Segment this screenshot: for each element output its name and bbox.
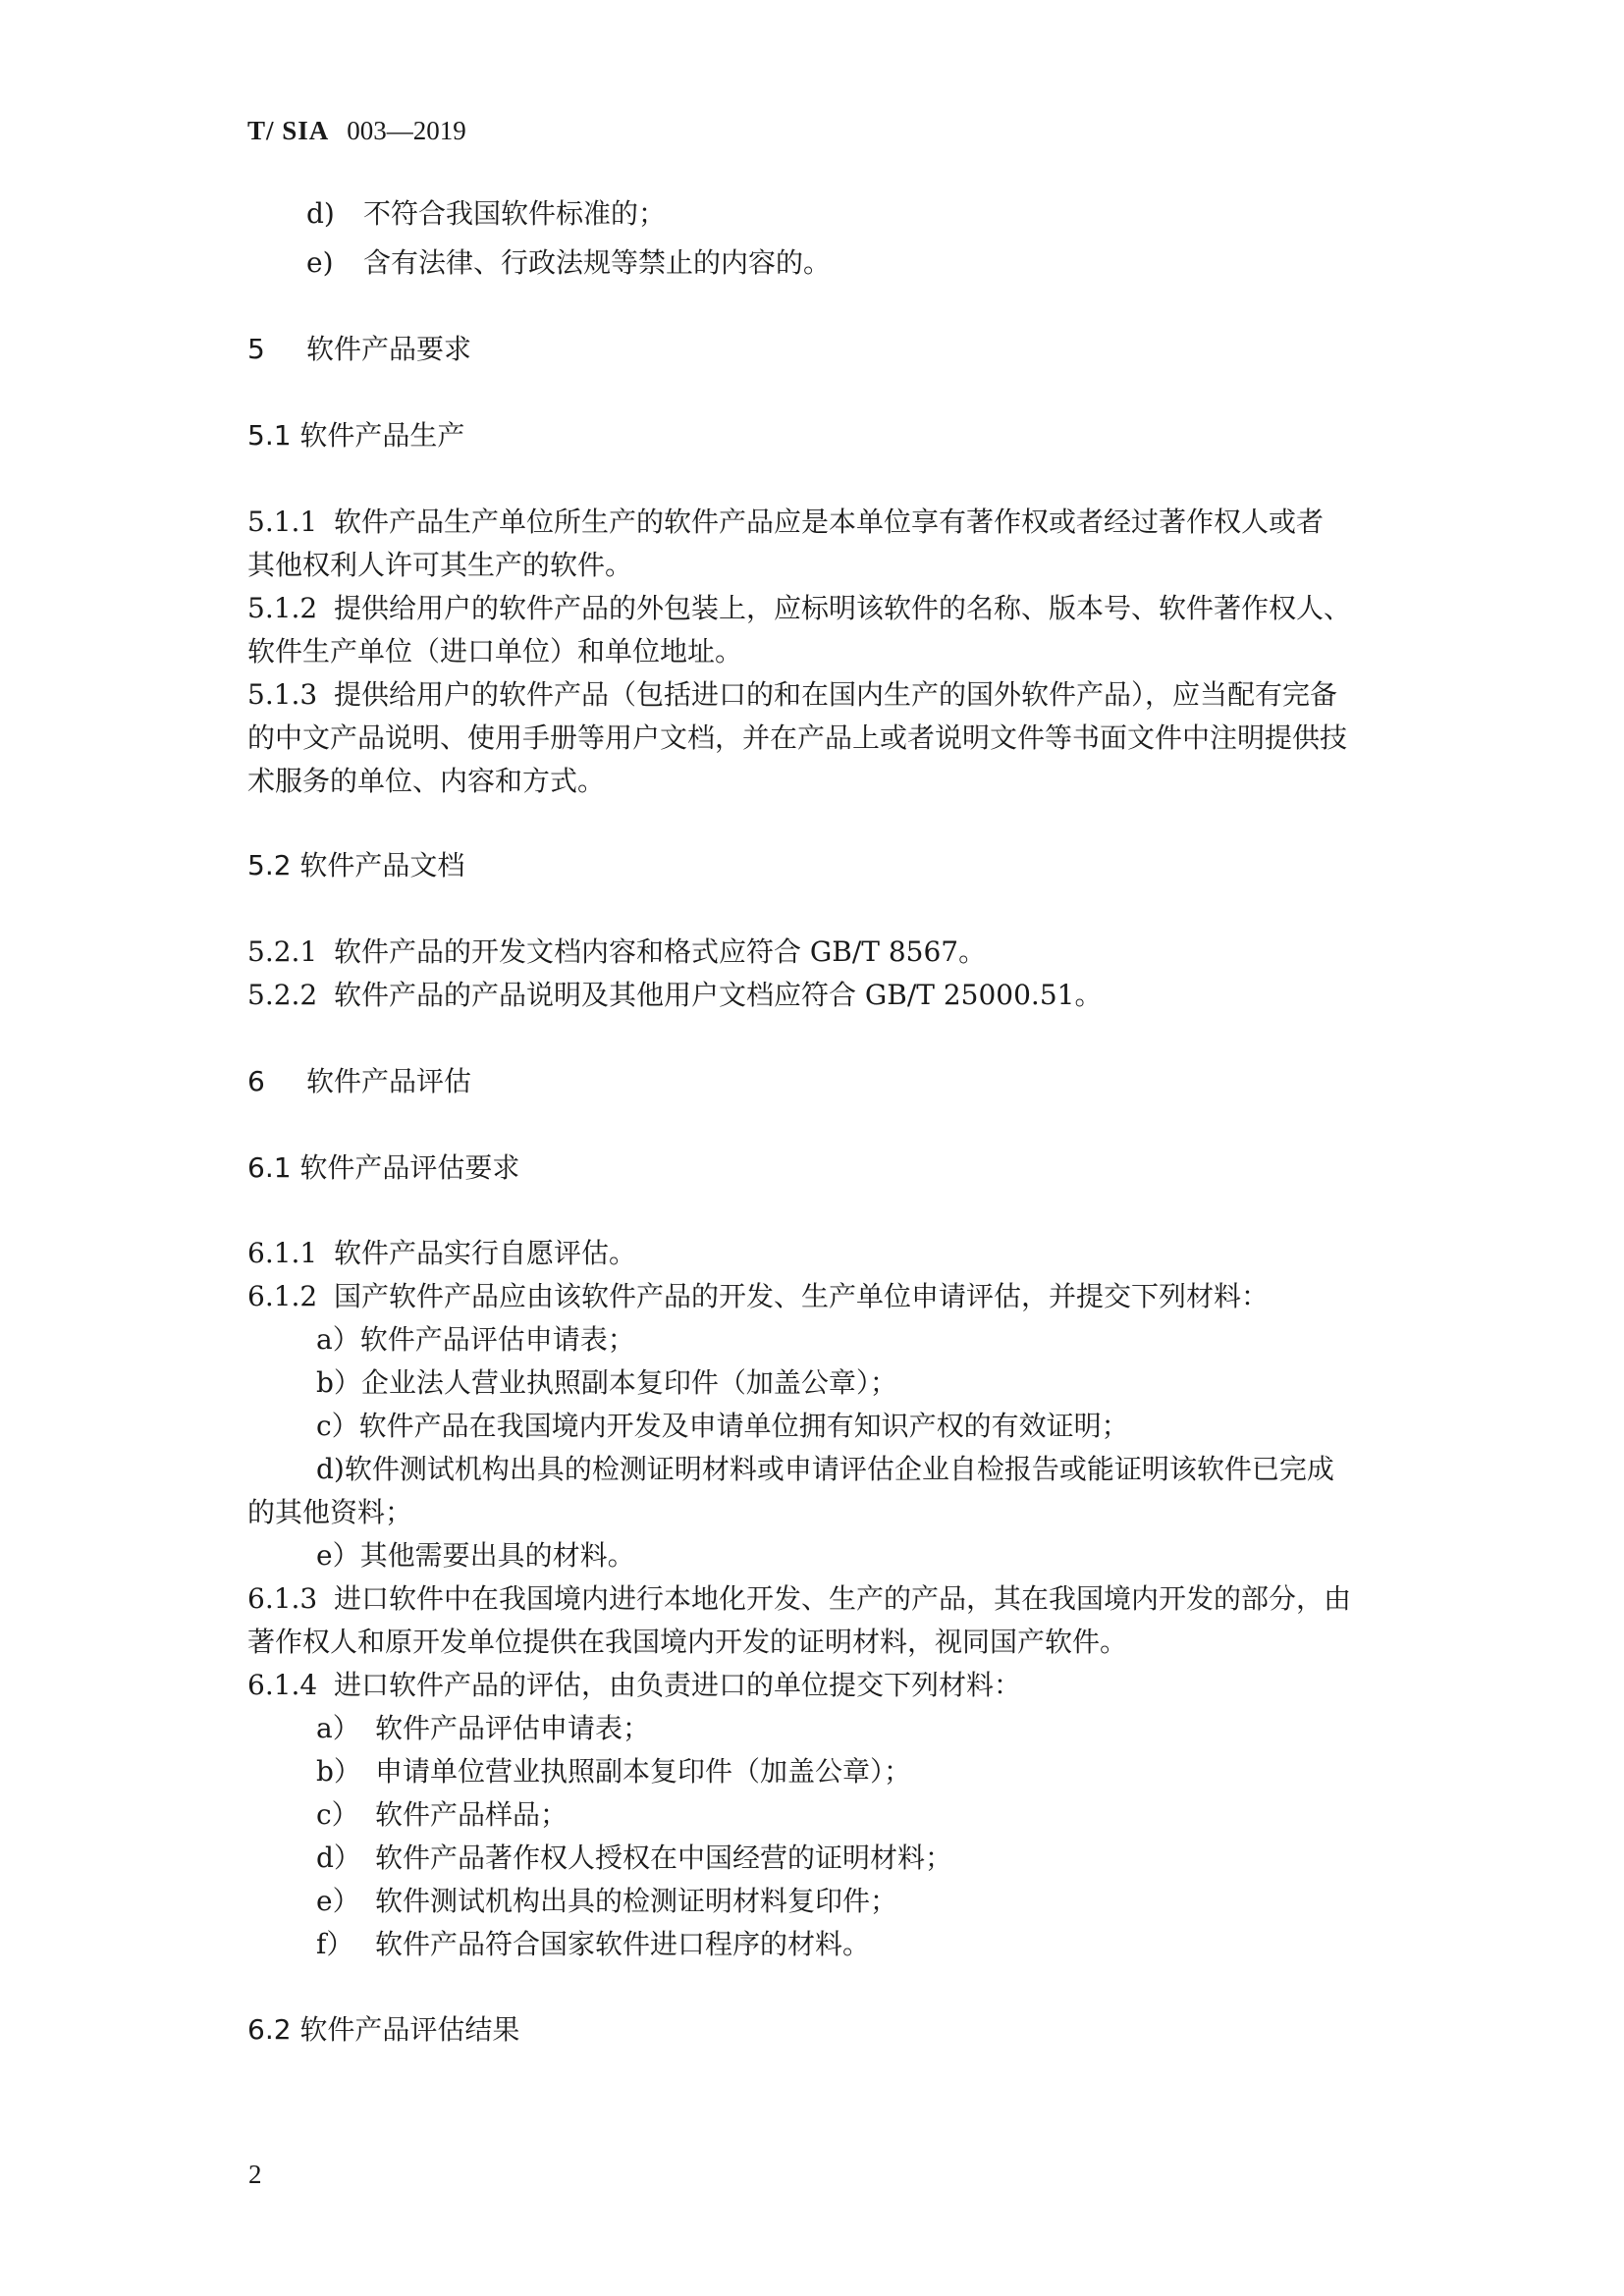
list-item: e) 含有法律、行政法规等禁止的内容的。 bbox=[306, 246, 832, 279]
list-item: f） 软件产品符合国家软件进口程序的材料。 bbox=[316, 1928, 871, 1960]
clause-5-1-1-continued: 其他权利人许可其生产的软件。 bbox=[247, 549, 633, 581]
clause-5-1-3: 5.1.3 提供给用户的软件产品（包括进口的和在国内生产的国外软件产品），应当配有完备 bbox=[247, 678, 1338, 711]
list-item: d） 软件产品著作权人授权在中国经营的证明材料； bbox=[316, 1842, 953, 1874]
list-item: d)软件测试机构出具的检测证明材料或申请评估企业自检报告或能证明该软件已完成 bbox=[316, 1453, 1334, 1485]
clause-5-2-2: 5.2.2 软件产品的产品说明及其他用户文档应符合 GB/T 25000.51。 bbox=[247, 979, 1103, 1011]
clause-6-1-1: 6.1.1 软件产品实行自愿评估。 bbox=[247, 1237, 637, 1269]
subsection-heading-5-2: 5.2 软件产品文档 bbox=[247, 849, 465, 881]
clause-5-1-3-continued: 的中文产品说明、使用手册等用户文档，并在产品上或者说明文件等书面文件中注明提供技 bbox=[247, 721, 1348, 754]
subsection-heading-6-2: 6.2 软件产品评估结果 bbox=[247, 2013, 520, 2046]
standard-header bbox=[247, 116, 466, 146]
clause-5-1-3-continued: 术服务的单位、内容和方式。 bbox=[247, 765, 606, 797]
section-heading-5: 5 软件产品要求 bbox=[247, 333, 472, 365]
section-heading-6: 6 软件产品评估 bbox=[247, 1065, 472, 1097]
list-item: c）软件产品在我国境内开发及申请单位拥有知识产权的有效证明； bbox=[316, 1410, 1129, 1442]
clause-6-1-3-continued: 著作权人和原开发单位提供在我国境内开发的证明材料，视同国产软件。 bbox=[247, 1626, 1128, 1658]
list-item: e）其他需要出具的材料。 bbox=[316, 1539, 635, 1572]
list-item: d) 不符合我国软件标准的； bbox=[306, 197, 667, 230]
clause-6-1-4: 6.1.4 进口软件产品的评估，由负责进口的单位提交下列材料： bbox=[247, 1669, 1022, 1701]
list-item: e） 软件测试机构出具的检测证明材料复印件； bbox=[316, 1885, 898, 1917]
clause-5-1-1: 5.1.1 软件产品生产单位所生产的软件产品应是本单位享有著作权或者经过著作权人或者 bbox=[247, 506, 1325, 538]
page-number: 2 bbox=[248, 2160, 262, 2189]
list-item: c） 软件产品样品； bbox=[316, 1798, 568, 1831]
list-item-continued: 的其他资料； bbox=[247, 1496, 413, 1528]
clause-6-1-3: 6.1.3 进口软件中在我国境内进行本地化开发、生产的产品，其在我国境内开发的部分，由 bbox=[247, 1582, 1352, 1615]
clause-5-1-2-continued: 软件生产单位（进口单位）和单位地址。 bbox=[247, 635, 743, 667]
list-item: a）软件产品评估申请表； bbox=[316, 1323, 635, 1356]
list-item: a） 软件产品评估申请表； bbox=[316, 1712, 651, 1744]
standard-org: T/ SIA bbox=[247, 116, 330, 145]
list-item: b）企业法人营业执照副本复印件（加盖公章）； bbox=[316, 1366, 897, 1399]
subsection-heading-6-1: 6.1 软件产品评估要求 bbox=[247, 1151, 520, 1184]
subsection-heading-5-1: 5.1 软件产品生产 bbox=[247, 419, 465, 452]
clause-5-1-2: 5.1.2 提供给用户的软件产品的外包装上，应标明该软件的名称、版本号、软件著作权人、 bbox=[247, 592, 1352, 624]
list-item: b） 申请单位营业执照副本复印件（加盖公章）； bbox=[316, 1755, 912, 1788]
clause-5-2-1: 5.2.1 软件产品的开发文档内容和格式应符合 GB/T 8567。 bbox=[247, 935, 987, 968]
standard-code: 003—2019 bbox=[347, 116, 466, 145]
clause-6-1-2: 6.1.2 国产软件产品应由该软件产品的开发、生产单位申请评估，并提交下列材料： bbox=[247, 1280, 1270, 1312]
